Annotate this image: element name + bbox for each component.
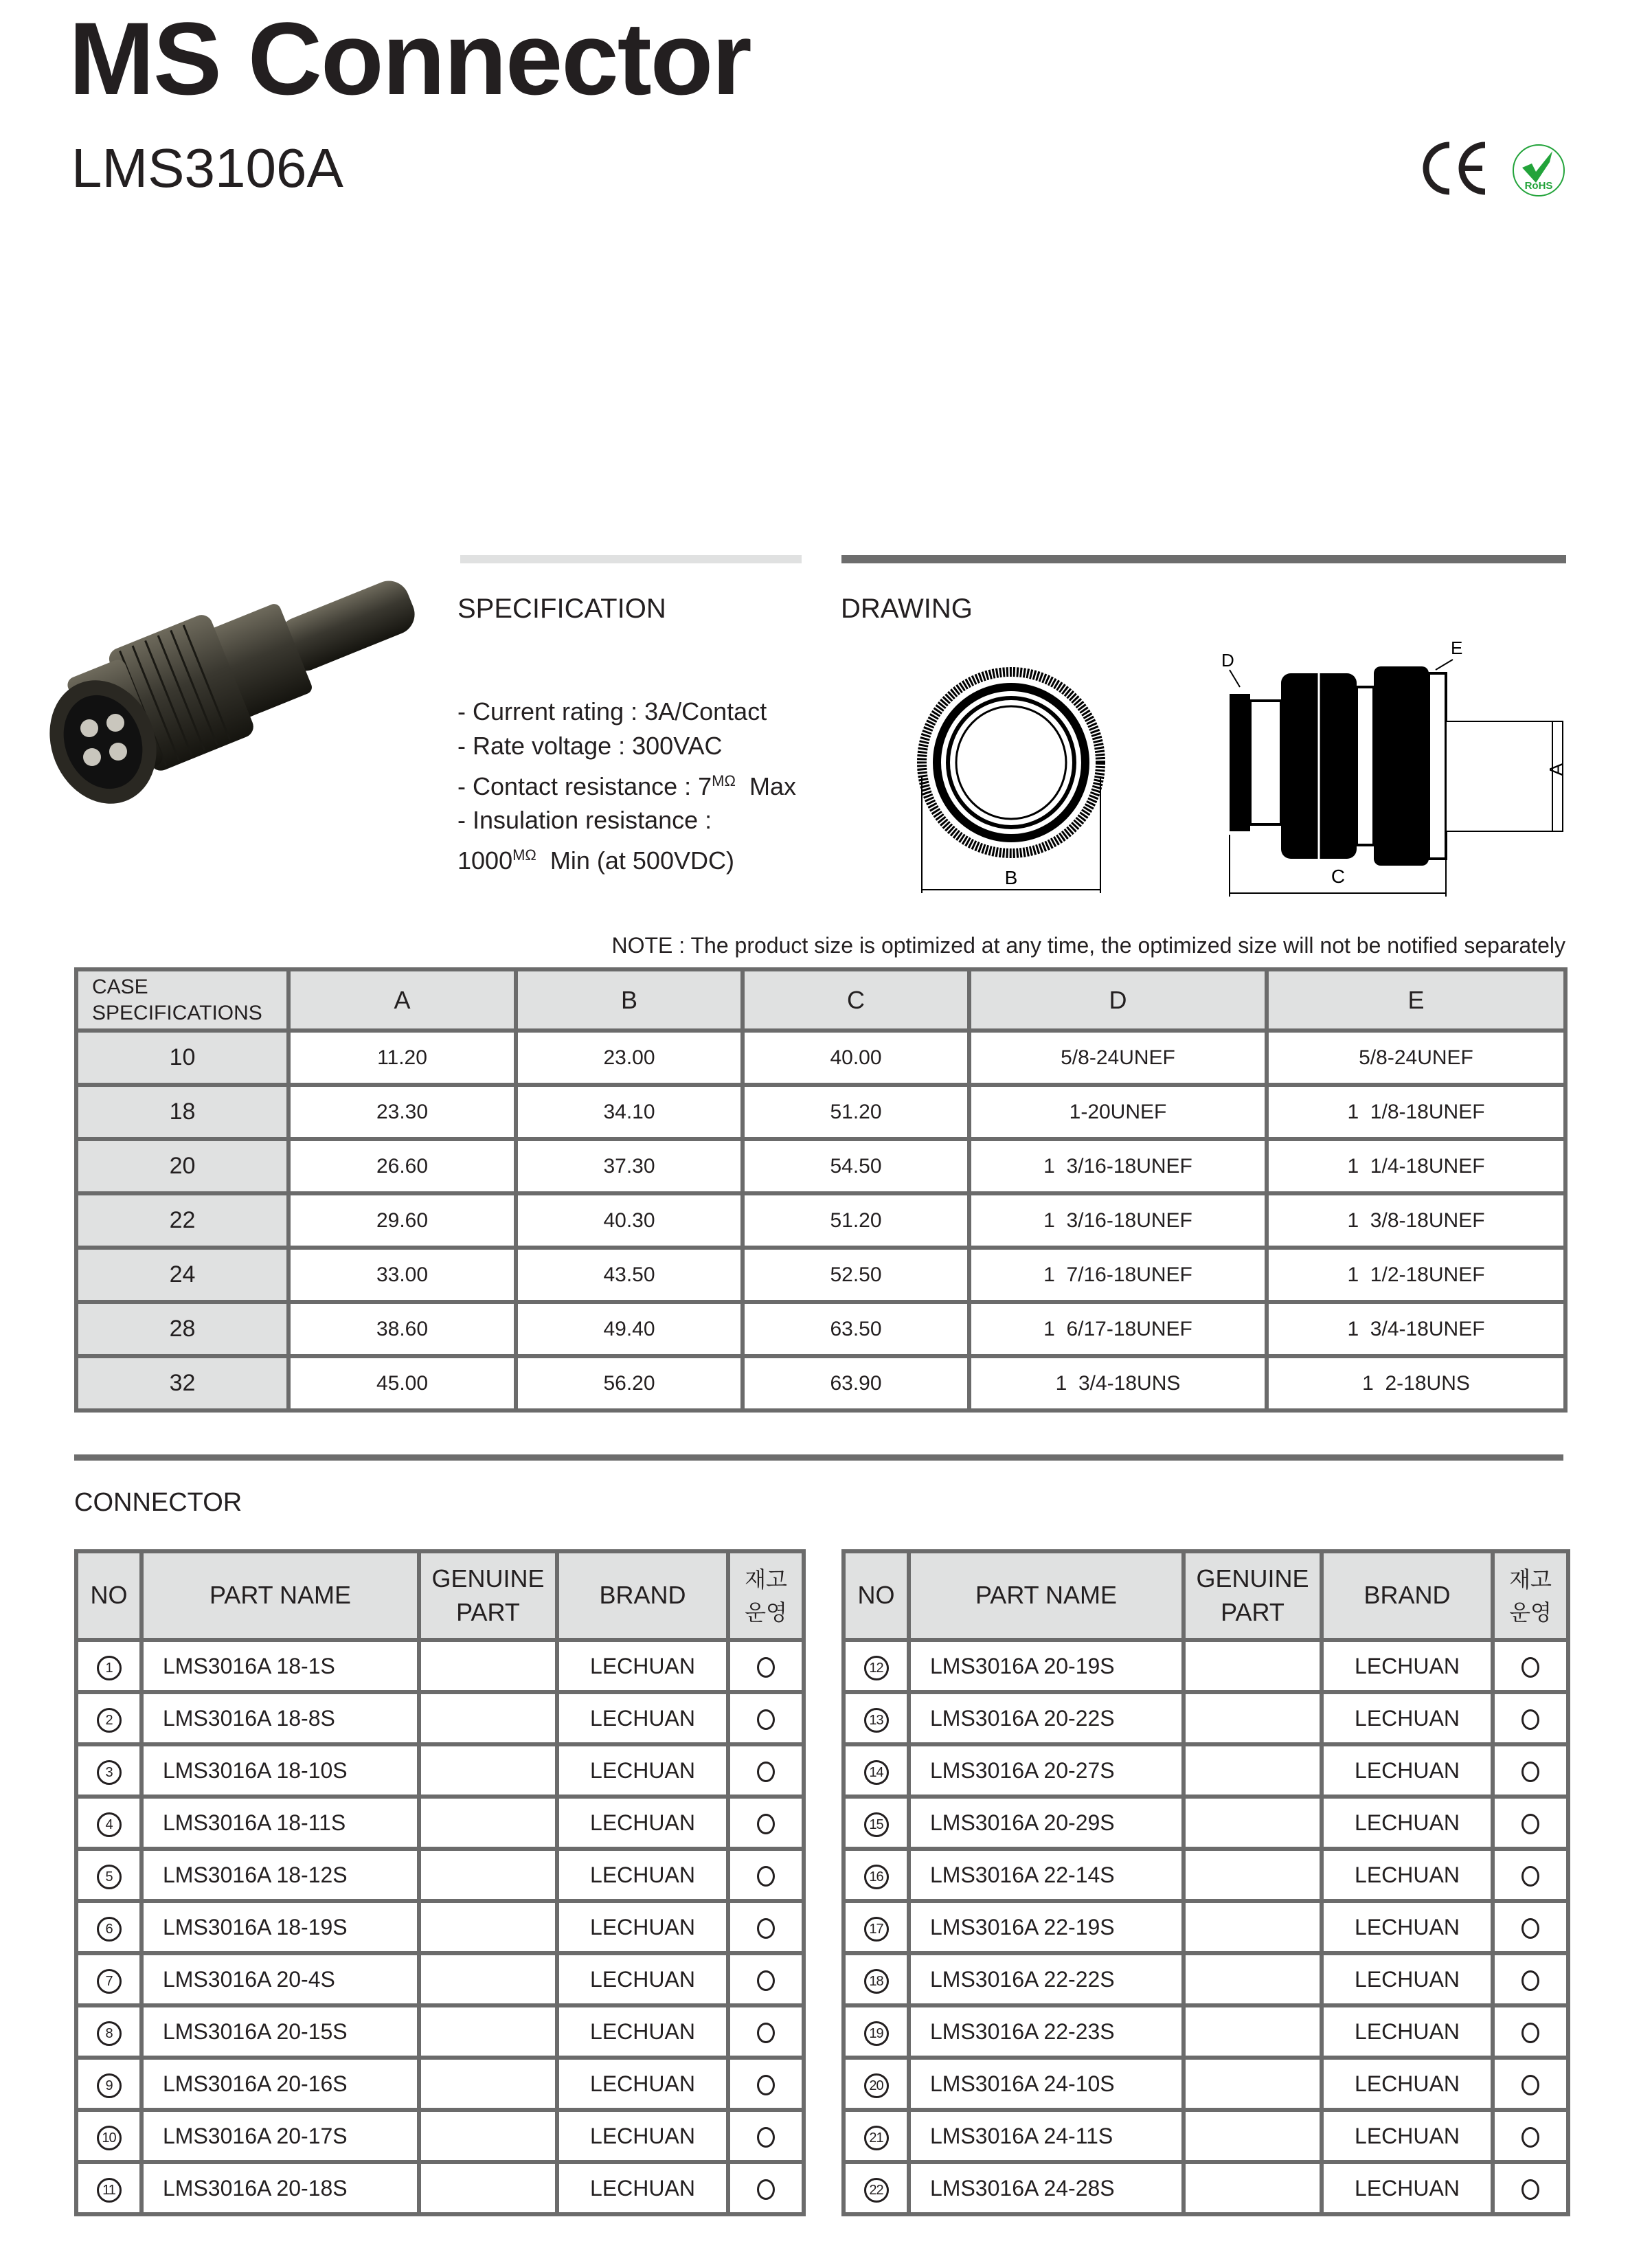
part-name-cell: LMS3016A 18-12S bbox=[142, 1849, 419, 1901]
table-row bbox=[76, 1692, 804, 1744]
row-number-cell bbox=[844, 1692, 909, 1744]
part-name-cell: LMS3016A 20-29S bbox=[909, 1797, 1184, 1849]
case-size-cell: 32 bbox=[76, 1356, 288, 1410]
row-number-cell bbox=[76, 2110, 142, 2162]
stock-cell bbox=[1493, 1953, 1568, 2005]
stock-available-icon bbox=[757, 2179, 775, 2200]
brand-cell: LECHUAN bbox=[1322, 1901, 1493, 1953]
stock-available-icon bbox=[1521, 1762, 1539, 1782]
table-row bbox=[76, 1849, 804, 1901]
brand-cell: LECHUAN bbox=[557, 1744, 728, 1797]
row-number-cell bbox=[76, 1901, 142, 1953]
case-spec-header-line: CASE bbox=[92, 976, 148, 998]
stock-available-icon bbox=[1521, 1918, 1539, 1939]
row-number-cell bbox=[844, 1797, 909, 1849]
stock-available-icon bbox=[1521, 1657, 1539, 1678]
drawing-heading: DRAWING bbox=[841, 594, 973, 624]
dimension-cell: 49.40 bbox=[516, 1302, 743, 1356]
part-name-cell: LMS3016A 22-14S bbox=[909, 1849, 1184, 1901]
stock-available-icon bbox=[1521, 2127, 1539, 2148]
brand-cell: LECHUAN bbox=[557, 2162, 728, 2214]
stock-available-icon bbox=[757, 2127, 775, 2148]
circled-number: 14 bbox=[864, 1760, 889, 1785]
dimension-cell: 56.20 bbox=[516, 1356, 743, 1410]
genuine-part-cell bbox=[1184, 1797, 1322, 1849]
stock-cell bbox=[728, 2058, 804, 2110]
genuine-part-header-line: GENUINE bbox=[1196, 1564, 1309, 1593]
spec-current-rating: - Current rating : 3A/Contact bbox=[457, 697, 767, 725]
circled-number: 4 bbox=[97, 1812, 122, 1837]
table-row bbox=[76, 1248, 1565, 1302]
part-name-cell: LMS3016A 18-19S bbox=[142, 1901, 419, 1953]
stock-available-icon bbox=[1521, 2075, 1539, 2095]
table-row bbox=[844, 1953, 1568, 2005]
spec-insulation-resistance: - Insulation resistance : bbox=[457, 806, 712, 834]
dimension-cell: 23.30 bbox=[288, 1085, 516, 1139]
dimension-cell: 1 1/8-18UNEF bbox=[1267, 1085, 1565, 1139]
stock-available-icon bbox=[1521, 1709, 1539, 1730]
brand-cell: LECHUAN bbox=[1322, 1797, 1493, 1849]
table-row bbox=[844, 1640, 1568, 1692]
dimension-cell: 1 7/16-18UNEF bbox=[969, 1248, 1267, 1302]
row-number-cell bbox=[844, 2058, 909, 2110]
no-header: NO bbox=[76, 1551, 142, 1640]
table-row bbox=[844, 2110, 1568, 2162]
stock-cell bbox=[728, 2110, 804, 2162]
connector-heading: CONNECTOR bbox=[74, 1488, 242, 1517]
table-row bbox=[844, 1692, 1568, 1744]
row-number-cell bbox=[76, 1953, 142, 2005]
ce-mark-icon bbox=[1422, 141, 1491, 196]
front-view bbox=[922, 672, 1100, 893]
genuine-part-cell bbox=[419, 1692, 557, 1744]
circled-number: 1 bbox=[97, 1656, 122, 1680]
brand-cell: LECHUAN bbox=[557, 2005, 728, 2058]
rohs-mark-icon bbox=[1511, 143, 1566, 198]
circled-number: 21 bbox=[864, 2126, 889, 2150]
part-name-cell: LMS3016A 20-15S bbox=[142, 2005, 419, 2058]
stock-available-icon bbox=[1521, 2023, 1539, 2043]
stock-header-line: 운영 bbox=[1509, 1599, 1552, 1625]
circled-number: 20 bbox=[864, 2073, 889, 2098]
dimension-cell: 38.60 bbox=[288, 1302, 516, 1356]
part-name-cell: LMS3016A 20-27S bbox=[909, 1744, 1184, 1797]
stock-available-icon bbox=[1521, 1814, 1539, 1834]
circled-number: 11 bbox=[97, 2178, 122, 2203]
table-row bbox=[76, 2110, 804, 2162]
part-name-cell: LMS3016A 20-19S bbox=[909, 1640, 1184, 1692]
stock-cell bbox=[728, 1901, 804, 1953]
part-name-header: PART NAME bbox=[909, 1551, 1184, 1640]
stock-cell bbox=[1493, 2162, 1568, 2214]
spec-insulation-value: $1000^{M\Omega}$ Min (at 500VDC) bbox=[457, 846, 734, 875]
stock-header-line: 재고 bbox=[745, 1566, 787, 1592]
circled-number: 15 bbox=[864, 1812, 889, 1837]
circled-number: 9 bbox=[97, 2073, 122, 2098]
dimension-header: A bbox=[288, 969, 516, 1031]
dimension-cell: 29.60 bbox=[288, 1193, 516, 1248]
table-row bbox=[844, 1797, 1568, 1849]
dimension-cell: 1 6/17-18UNEF bbox=[969, 1302, 1267, 1356]
circled-number: 8 bbox=[97, 2021, 122, 2046]
genuine-part-cell bbox=[419, 1953, 557, 2005]
part-name-cell: LMS3016A 18-10S bbox=[142, 1744, 419, 1797]
page-title: MS Connector bbox=[69, 1, 751, 116]
dimension-cell: 51.20 bbox=[743, 1085, 969, 1139]
table-row bbox=[76, 2162, 804, 2214]
brand-cell: LECHUAN bbox=[557, 2110, 728, 2162]
row-number-cell bbox=[844, 2162, 909, 2214]
part-name-cell: LMS3016A 24-28S bbox=[909, 2162, 1184, 2214]
brand-cell: LECHUAN bbox=[1322, 2058, 1493, 2110]
connector-table-right bbox=[841, 1549, 1570, 2216]
stock-cell bbox=[728, 1797, 804, 1849]
stock-available-icon bbox=[757, 1709, 775, 1730]
part-name-cell: LMS3016A 24-10S bbox=[909, 2058, 1184, 2110]
stock-header bbox=[1493, 1551, 1568, 1640]
dimension-cell: 54.50 bbox=[743, 1139, 969, 1193]
stock-cell bbox=[1493, 1797, 1568, 1849]
genuine-part-cell bbox=[419, 1797, 557, 1849]
stock-cell bbox=[728, 1953, 804, 2005]
spec-table bbox=[74, 967, 1568, 1413]
dimension-cell: 37.30 bbox=[516, 1139, 743, 1193]
brand-cell: LECHUAN bbox=[1322, 1953, 1493, 2005]
row-number-cell bbox=[844, 1640, 909, 1692]
table-row bbox=[844, 1849, 1568, 1901]
stock-header-line: 재고 bbox=[1509, 1566, 1552, 1592]
dimension-c-label: C bbox=[1331, 866, 1346, 887]
row-number-cell bbox=[76, 1744, 142, 1797]
connector-table-header bbox=[76, 1551, 804, 1640]
circled-number: 7 bbox=[97, 1969, 122, 1994]
dimension-cell: 26.60 bbox=[288, 1139, 516, 1193]
part-name-cell: LMS3016A 22-22S bbox=[909, 1953, 1184, 2005]
dimension-header: C bbox=[743, 969, 969, 1031]
stock-cell bbox=[1493, 1849, 1568, 1901]
circled-number: 2 bbox=[97, 1708, 122, 1733]
case-size-cell: 10 bbox=[76, 1031, 288, 1085]
stock-cell bbox=[728, 1744, 804, 1797]
brand-cell: LECHUAN bbox=[557, 1901, 728, 1953]
size-note: NOTE : The product size is optimized at any time, the optimized size will not be notified separately bbox=[611, 933, 1565, 958]
part-name-cell: LMS3016A 18-11S bbox=[142, 1797, 419, 1849]
genuine-part-cell bbox=[1184, 1849, 1322, 1901]
table-row bbox=[76, 1640, 804, 1692]
stock-header bbox=[728, 1551, 804, 1640]
genuine-part-cell bbox=[419, 1640, 557, 1692]
dimension-drawing bbox=[893, 632, 1573, 900]
part-name-cell: LMS3016A 20-22S bbox=[909, 1692, 1184, 1744]
brand-cell: LECHUAN bbox=[1322, 2162, 1493, 2214]
circled-number: 16 bbox=[864, 1865, 889, 1889]
dimension-cell: 45.00 bbox=[288, 1356, 516, 1410]
circled-number: 22 bbox=[864, 2178, 889, 2203]
stock-header-line: 운영 bbox=[745, 1599, 787, 1625]
connector-table-header bbox=[844, 1551, 1568, 1640]
stock-cell bbox=[728, 1640, 804, 1692]
brand-header: BRAND bbox=[557, 1551, 728, 1640]
dimension-cell: 52.50 bbox=[743, 1248, 969, 1302]
circled-number: 6 bbox=[97, 1917, 122, 1942]
case-size-cell: 28 bbox=[76, 1302, 288, 1356]
brand-cell: LECHUAN bbox=[557, 2058, 728, 2110]
row-number-cell bbox=[76, 2005, 142, 2058]
specification-divider bbox=[460, 555, 802, 563]
dimension-cell: 1 2-18UNS bbox=[1267, 1356, 1565, 1410]
table-row bbox=[76, 2058, 804, 2110]
part-name-cell: LMS3016A 22-19S bbox=[909, 1901, 1184, 1953]
genuine-part-cell bbox=[1184, 2162, 1322, 2214]
dimension-a-label: A bbox=[1546, 763, 1567, 776]
brand-cell: LECHUAN bbox=[1322, 1640, 1493, 1692]
part-name-cell: LMS3016A 20-18S bbox=[142, 2162, 419, 2214]
stock-available-icon bbox=[757, 1762, 775, 1782]
genuine-part-cell bbox=[1184, 2058, 1322, 2110]
stock-cell bbox=[728, 1849, 804, 1901]
specification-heading: SPECIFICATION bbox=[457, 594, 666, 624]
genuine-part-cell bbox=[419, 1744, 557, 1797]
table-row bbox=[76, 1797, 804, 1849]
model-number: LMS3106A bbox=[71, 137, 343, 199]
table-row bbox=[844, 2058, 1568, 2110]
spec-rate-voltage: - Rate voltage : 300VAC bbox=[457, 732, 723, 760]
table-row bbox=[76, 1744, 804, 1797]
table-row bbox=[76, 1356, 1565, 1410]
svg-text:RoHS: RoHS bbox=[1524, 180, 1553, 192]
brand-cell: LECHUAN bbox=[1322, 2110, 1493, 2162]
case-spec-header-line: SPECIFICATIONS bbox=[92, 1001, 262, 1024]
genuine-part-cell bbox=[419, 1901, 557, 1953]
stock-available-icon bbox=[757, 1918, 775, 1939]
genuine-part-cell bbox=[1184, 1901, 1322, 1953]
table-row bbox=[844, 1901, 1568, 1953]
stock-available-icon bbox=[1521, 1866, 1539, 1887]
spec-contact-resistance: - Contact resistance : $7^{M\Omega}$ Max bbox=[457, 772, 796, 800]
dimension-cell: 5/8-24UNEF bbox=[969, 1031, 1267, 1085]
dimension-header: B bbox=[516, 969, 743, 1031]
dimension-cell: 40.30 bbox=[516, 1193, 743, 1248]
stock-cell bbox=[1493, 1640, 1568, 1692]
circled-number: 3 bbox=[97, 1760, 122, 1785]
case-size-cell: 24 bbox=[76, 1248, 288, 1302]
row-number-cell bbox=[76, 1692, 142, 1744]
dimension-cell: 1-20UNEF bbox=[969, 1085, 1267, 1139]
circled-number: 10 bbox=[97, 2126, 122, 2150]
stock-available-icon bbox=[757, 1814, 775, 1834]
stock-available-icon bbox=[757, 2075, 775, 2095]
brand-cell: LECHUAN bbox=[557, 1953, 728, 2005]
dimension-cell: 23.00 bbox=[516, 1031, 743, 1085]
stock-cell bbox=[1493, 2110, 1568, 2162]
table-row bbox=[76, 1302, 1565, 1356]
table-row bbox=[844, 2005, 1568, 2058]
row-number-cell bbox=[844, 1849, 909, 1901]
brand-cell: LECHUAN bbox=[1322, 1744, 1493, 1797]
stock-available-icon bbox=[757, 1657, 775, 1678]
genuine-part-cell bbox=[419, 2058, 557, 2110]
brand-cell: LECHUAN bbox=[1322, 1692, 1493, 1744]
row-number-cell bbox=[76, 2162, 142, 2214]
dimension-header: D bbox=[969, 969, 1267, 1031]
dimension-cell: 63.90 bbox=[743, 1356, 969, 1410]
row-number-cell bbox=[844, 1953, 909, 2005]
dimension-b-label: B bbox=[1004, 867, 1018, 888]
stock-cell bbox=[1493, 2058, 1568, 2110]
circled-number: 5 bbox=[97, 1865, 122, 1889]
genuine-part-header-line: GENUINE bbox=[431, 1564, 545, 1593]
case-spec-header bbox=[76, 969, 288, 1031]
genuine-part-header-line: PART bbox=[1221, 1597, 1285, 1626]
dimension-cell: 63.50 bbox=[743, 1302, 969, 1356]
stock-available-icon bbox=[757, 1970, 775, 1991]
product-photo bbox=[0, 543, 467, 845]
no-header: NO bbox=[844, 1551, 909, 1640]
genuine-part-header bbox=[1184, 1551, 1322, 1640]
genuine-part-header bbox=[419, 1551, 557, 1640]
genuine-part-cell bbox=[1184, 1744, 1322, 1797]
genuine-part-cell bbox=[419, 2005, 557, 2058]
dimension-cell: 1 3/4-18UNEF bbox=[1267, 1302, 1565, 1356]
section-divider bbox=[74, 1454, 1563, 1461]
part-name-cell: LMS3016A 20-16S bbox=[142, 2058, 419, 2110]
circled-number: 19 bbox=[864, 2021, 889, 2046]
genuine-part-cell bbox=[1184, 1953, 1322, 2005]
row-number-cell bbox=[76, 1640, 142, 1692]
brand-cell: LECHUAN bbox=[557, 1797, 728, 1849]
stock-available-icon bbox=[1521, 2179, 1539, 2200]
genuine-part-cell bbox=[419, 1849, 557, 1901]
table-row bbox=[76, 1193, 1565, 1248]
dimension-cell: 1 3/4-18UNS bbox=[969, 1356, 1267, 1410]
drawing-divider bbox=[841, 555, 1566, 563]
dimension-cell: 43.50 bbox=[516, 1248, 743, 1302]
dimension-e-label: E bbox=[1451, 638, 1463, 658]
part-name-cell: LMS3016A 22-23S bbox=[909, 2005, 1184, 2058]
dimension-header: E bbox=[1267, 969, 1565, 1031]
stock-available-icon bbox=[757, 2023, 775, 2043]
connector-table-left bbox=[74, 1549, 806, 2216]
part-name-cell: LMS3016A 24-11S bbox=[909, 2110, 1184, 2162]
table-row bbox=[76, 2005, 804, 2058]
dimension-cell: 1 3/8-18UNEF bbox=[1267, 1193, 1565, 1248]
dimension-cell: 1 3/16-18UNEF bbox=[969, 1139, 1267, 1193]
circled-number: 13 bbox=[864, 1708, 889, 1733]
dimension-cell: 1 1/4-18UNEF bbox=[1267, 1139, 1565, 1193]
brand-cell: LECHUAN bbox=[557, 1640, 728, 1692]
dimension-cell: 33.00 bbox=[288, 1248, 516, 1302]
genuine-part-cell bbox=[1184, 2110, 1322, 2162]
row-number-cell bbox=[76, 2058, 142, 2110]
circled-number: 12 bbox=[864, 1656, 889, 1680]
table-row bbox=[76, 1901, 804, 1953]
circled-number: 18 bbox=[864, 1969, 889, 1994]
stock-available-icon bbox=[757, 1866, 775, 1887]
table-row bbox=[76, 1139, 1565, 1193]
genuine-part-cell bbox=[1184, 1640, 1322, 1692]
genuine-part-cell bbox=[419, 2110, 557, 2162]
dimension-cell: 34.10 bbox=[516, 1085, 743, 1139]
stock-cell bbox=[1493, 1901, 1568, 1953]
case-size-cell: 18 bbox=[76, 1085, 288, 1139]
genuine-part-cell bbox=[1184, 2005, 1322, 2058]
table-row bbox=[844, 1744, 1568, 1797]
brand-cell: LECHUAN bbox=[1322, 1849, 1493, 1901]
dimension-cell: 40.00 bbox=[743, 1031, 969, 1085]
table-row bbox=[76, 1953, 804, 2005]
brand-cell: LECHUAN bbox=[1322, 2005, 1493, 2058]
row-number-cell bbox=[76, 1797, 142, 1849]
stock-cell bbox=[728, 2005, 804, 2058]
table-row bbox=[76, 1085, 1565, 1139]
brand-header: BRAND bbox=[1322, 1551, 1493, 1640]
stock-cell bbox=[1493, 1744, 1568, 1797]
stock-cell bbox=[728, 1692, 804, 1744]
row-number-cell bbox=[844, 2110, 909, 2162]
brand-cell: LECHUAN bbox=[557, 1849, 728, 1901]
case-size-cell: 22 bbox=[76, 1193, 288, 1248]
dimension-cell: 5/8-24UNEF bbox=[1267, 1031, 1565, 1085]
row-number-cell bbox=[844, 2005, 909, 2058]
part-name-cell: LMS3016A 18-1S bbox=[142, 1640, 419, 1692]
stock-cell bbox=[728, 2162, 804, 2214]
row-number-cell bbox=[76, 1849, 142, 1901]
stock-cell bbox=[1493, 2005, 1568, 2058]
dimension-cell: 1 1/2-18UNEF bbox=[1267, 1248, 1565, 1302]
dimension-cell: 51.20 bbox=[743, 1193, 969, 1248]
part-name-cell: LMS3016A 20-17S bbox=[142, 2110, 419, 2162]
part-name-cell: LMS3016A 20-4S bbox=[142, 1953, 419, 2005]
row-number-cell bbox=[844, 1744, 909, 1797]
dimension-cell: 1 3/16-18UNEF bbox=[969, 1193, 1267, 1248]
dimension-cell: 11.20 bbox=[288, 1031, 516, 1085]
genuine-part-cell bbox=[1184, 1692, 1322, 1744]
table-row bbox=[76, 1031, 1565, 1085]
circled-number: 17 bbox=[864, 1917, 889, 1942]
case-size-cell: 20 bbox=[76, 1139, 288, 1193]
row-number-cell bbox=[844, 1901, 909, 1953]
side-view bbox=[1221, 638, 1567, 897]
table-row bbox=[844, 2162, 1568, 2214]
dimension-d-label: D bbox=[1221, 650, 1234, 671]
genuine-part-header-line: PART bbox=[456, 1597, 520, 1626]
spec-table-header bbox=[76, 969, 1565, 1031]
part-name-cell: LMS3016A 18-8S bbox=[142, 1692, 419, 1744]
stock-available-icon bbox=[1521, 1970, 1539, 1991]
part-name-header: PART NAME bbox=[142, 1551, 419, 1640]
brand-cell: LECHUAN bbox=[557, 1692, 728, 1744]
stock-cell bbox=[1493, 1692, 1568, 1744]
genuine-part-cell bbox=[419, 2162, 557, 2214]
